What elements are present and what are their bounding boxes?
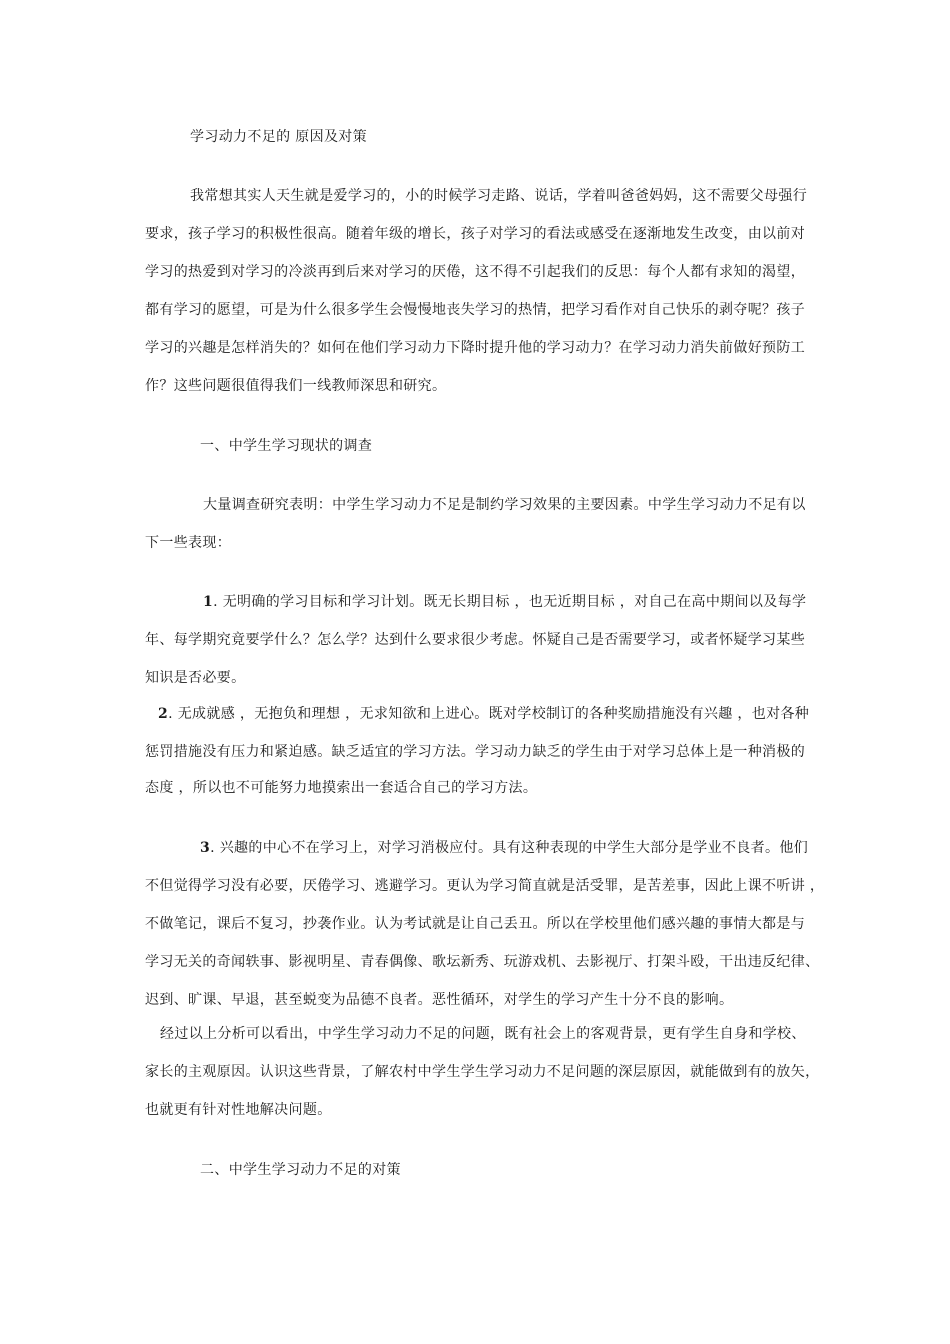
list-item-3-text: . 兴趣的中心不在学习上，对学习消极应付。具有这种表现的中学生大部分是学业不良者。他们 [210,840,809,856]
section1-heading: 一、中学生学习现状的调查 [200,438,373,454]
list-item-2-number: 2 [158,706,169,722]
list-item-1-line: 知识是否必要。 [145,670,246,686]
list-item-1-number: 1 [203,594,214,610]
list-item-3-line: 不但觉得学习没有必要，厌倦学习、逃避学习。更认为学习简直就是活受罪，是苦差事，因此上课不听讲 ， [145,878,825,894]
summary-line: 家长的主观原因。认识这些背景，了解农村中学生学生学习动力不足问题的深层原因，就能做到有的放矢， [145,1064,820,1080]
summary-line: 也就更有针对性地解决问题。 [145,1102,332,1118]
list-item-2-line: 态度 ，所以也不可能努力地摸索出一套适合自己的学习方法。 [145,780,538,796]
intro-line: 学习的兴趣是怎样消失的？如何在他们学习动力下降时提升他的学习动力？在学习动力消失前做好预防工 [145,340,806,356]
list-item-2-text: . 无成就感 ，无抱负和理想 ，无求知欲和上进心。既对学校制订的各种奖励措施没有兴趣 ，也对各种 [168,706,810,722]
list-item-2-line: 惩罚措施没有压力和紧迫感。缺乏适宜的学习方法。学习动力缺乏的学生由于对学习总体上是一种消极的 [145,744,806,760]
summary-line: 经过以上分析可以看出，中学生学习动力不足的问题，既有社会上的客观背景，更有学生自身和学校、 [160,1026,806,1042]
intro-line: 要求，孩子学习的积极性很高。随着年级的增长，孩子对学习的看法或感受在逐渐地发生改变，由以前对 [145,226,806,242]
list-item-3-line: 迟到、旷课、早退，甚至蜕变为品德不良者。恶性循环，对学生的学习产生十分不良的影响。 [145,992,734,1008]
list-item-3-line: 学习无关的奇闻轶事、影视明星、青春偶像、歌坛新秀、玩游戏机、去影视厅、打架斗殴，干出违反纪律、 [145,954,820,970]
list-item-3-line: 不做笔记，课后不复习，抄袭作业。认为考试就是让自己丢丑。所以在学校里他们感兴趣的事情大都是与 [145,916,806,932]
intro-line: 作？这些问题很值得我们一线教师深思和研究。 [145,378,447,394]
intro-line: 我常想其实人天生就是爱学习的，小的时候学习走路、说话，学着叫爸爸妈妈，这不需要父母强行 [190,188,808,204]
list-item-3-first-line [200,838,815,858]
list-item-1-line: 年、每学期究竟要学什么？怎么学？达到什么要求很少考虑。怀疑自己是否需要学习，或者怀疑学习某些 [145,632,806,648]
list-item-1-first-line [203,592,815,612]
intro-line: 学习的热爱到对学习的冷淡再到后来对学习的厌倦，这不得不引起我们的反思：每个人都有求知的渴望， [145,264,806,280]
section2-heading: 二、中学生学习动力不足的对策 [200,1162,401,1178]
list-item-3-number: 3 [200,840,211,856]
section1-intro-line: 下一些表现： [145,535,232,551]
document-title: 学习动力不足的 原因及对策 [190,129,367,145]
intro-line: 都有学习的愿望，可是为什么很多学生会慢慢地丧失学习的热情，把学习看作对自己快乐的剥夺呢？孩子 [145,302,806,318]
list-item-1-text: . 无明确的学习目标和学习计划。既无长期目标 ，也无近期目标 ，对自己在高中期间以及每学 [213,594,807,610]
section1-intro-line: 大量调查研究表明：中学生学习动力不足是制约学习效果的主要因素。中学生学习动力不足有以 [203,497,806,513]
list-item-2-first-line [158,704,815,724]
